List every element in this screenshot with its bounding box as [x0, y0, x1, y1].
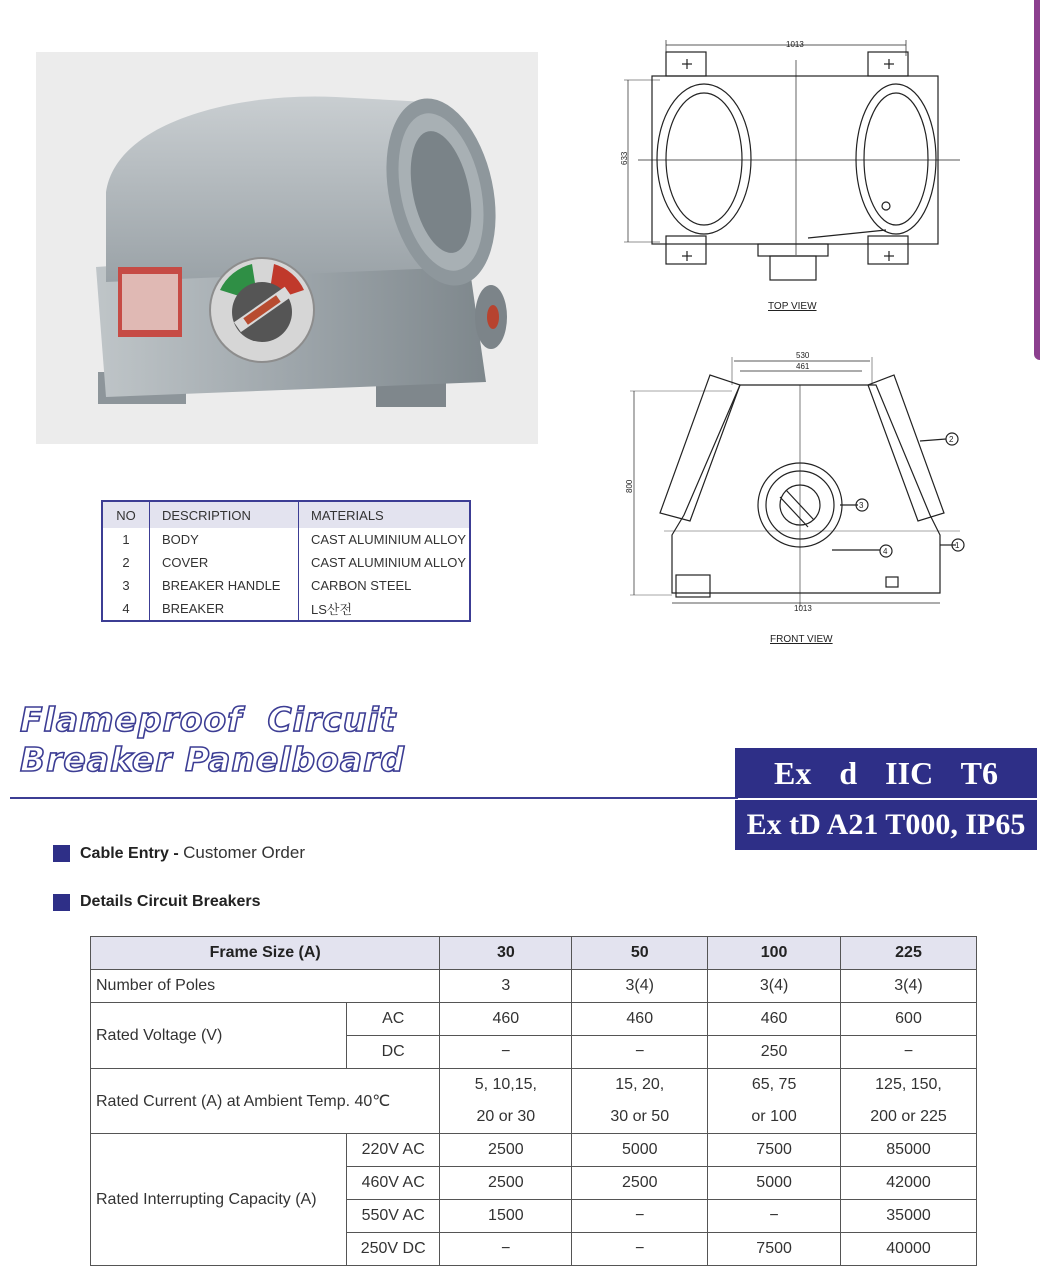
materials-header-row [102, 501, 470, 528]
interrupt-value: 2500 [572, 1167, 708, 1200]
title-underline [10, 797, 738, 799]
interrupt-sub-label: 460V AC [347, 1167, 440, 1200]
cable-entry-line [80, 843, 305, 863]
interrupt-value: − [440, 1233, 572, 1266]
rating-badge-gas: Ex d IIC T6 [735, 748, 1037, 798]
bullet-square [53, 845, 70, 862]
frame-size-100: 100 [708, 937, 841, 970]
bullet-square [53, 894, 70, 911]
interrupt-value: 42000 [841, 1167, 977, 1200]
row-description: BREAKER [150, 597, 299, 621]
front-view-dim-461: 461 [796, 362, 810, 371]
poles-value: 3 [440, 970, 572, 1003]
interrupt-value: 85000 [841, 1134, 977, 1167]
interrupt-value: 7500 [708, 1233, 841, 1266]
row-material: CAST ALUMINIUM ALLOY [311, 555, 467, 570]
top-view-caption: TOP VIEW [768, 301, 817, 312]
interrupt-value: 5000 [708, 1167, 841, 1200]
interrupt-value: − [572, 1233, 708, 1266]
interrupt-label: Rated Interrupting Capacity (A) [91, 1134, 347, 1266]
row-material: LS산전 [311, 602, 353, 617]
row-no: 1 [102, 528, 150, 551]
poles-value: 3(4) [708, 970, 841, 1003]
poles-value: 3(4) [841, 970, 977, 1003]
interrupt-value: 2500 [440, 1167, 572, 1200]
interrupt-value: 35000 [841, 1200, 977, 1233]
poles-value: 3(4) [572, 970, 708, 1003]
details-heading: Details Circuit Breakers [80, 893, 261, 910]
current-value: 5, 10,15, [440, 1069, 572, 1102]
row-no: 3 [102, 574, 150, 597]
current-label: Rated Current (A) at Ambient Temp. 40℃ [91, 1069, 440, 1134]
front-view-drawing [600, 345, 980, 655]
table-row [91, 1003, 977, 1036]
table-row [102, 551, 470, 574]
voltage-dc-value: 250 [708, 1036, 841, 1069]
row-description: COVER [150, 551, 299, 574]
voltage-ac-value: 460 [708, 1003, 841, 1036]
front-view-dim-800: 800 [625, 479, 634, 493]
product-photo [36, 52, 538, 444]
current-value: 20 or 30 [440, 1101, 572, 1134]
circuit-breaker-details-table [90, 936, 977, 1266]
header-description: DESCRIPTION [150, 501, 299, 528]
interrupt-value: − [572, 1200, 708, 1233]
table-row [102, 574, 470, 597]
top-view-drawing [600, 30, 980, 330]
interrupt-sub-label: 220V AC [347, 1134, 440, 1167]
materials-table [101, 500, 471, 622]
cable-entry-value: Customer Order [183, 843, 306, 862]
row-description: BREAKER HANDLE [150, 574, 299, 597]
front-view-callout-2: 2 [949, 435, 954, 444]
voltage-dc-value: − [440, 1036, 572, 1069]
row-no: 4 [102, 597, 150, 621]
frame-size-30: 30 [440, 937, 572, 970]
interrupt-sub-label: 250V DC [347, 1233, 440, 1266]
rating-badge-dust: Ex tD A21 T000, IP65 [735, 800, 1037, 850]
table-row [91, 970, 977, 1003]
top-view-height-dim: 633 [620, 151, 629, 165]
page-title-line2: Breaker Panelboard [20, 740, 405, 779]
front-view-dim-1013: 1013 [794, 604, 812, 613]
interrupt-value: 2500 [440, 1134, 572, 1167]
voltage-ac-value: 460 [572, 1003, 708, 1036]
current-value: 30 or 50 [572, 1101, 708, 1134]
page-title [20, 700, 405, 780]
front-view-callout-3: 3 [859, 501, 864, 510]
front-view-dim-530: 530 [796, 351, 810, 360]
frame-size-row [91, 937, 977, 970]
header-no: NO [102, 501, 150, 528]
front-view-callout-4: 4 [883, 547, 888, 556]
voltage-ac-label: AC [347, 1003, 440, 1036]
voltage-dc-value: − [572, 1036, 708, 1069]
voltage-dc-value: − [841, 1036, 977, 1069]
current-value: 65, 75 [708, 1069, 841, 1102]
cable-entry-label: Cable Entry - [80, 845, 179, 862]
voltage-ac-value: 460 [440, 1003, 572, 1036]
poles-label: Number of Poles [91, 970, 440, 1003]
table-row [102, 597, 470, 621]
table-row [91, 1069, 977, 1102]
table-row [91, 1134, 977, 1167]
row-no: 2 [102, 551, 150, 574]
voltage-dc-label: DC [347, 1036, 440, 1069]
front-view-callout-1: 1 [955, 541, 960, 550]
row-material: CAST ALUMINIUM ALLOY [311, 532, 467, 547]
current-value: 15, 20, [572, 1069, 708, 1102]
table-row [102, 528, 470, 551]
interrupt-value: − [708, 1200, 841, 1233]
current-value: 125, 150, [841, 1069, 977, 1102]
current-value: 200 or 225 [841, 1101, 977, 1134]
interrupt-value: 7500 [708, 1134, 841, 1167]
top-view-width-dim: 1013 [786, 40, 804, 49]
voltage-ac-value: 600 [841, 1003, 977, 1036]
frame-size-50: 50 [572, 937, 708, 970]
frame-size-label: Frame Size (A) [91, 937, 440, 970]
current-value: or 100 [708, 1101, 841, 1134]
interrupt-value: 5000 [572, 1134, 708, 1167]
page-title-line1: Flameproof Circuit [20, 700, 397, 739]
front-view-caption: FRONT VIEW [770, 634, 833, 645]
voltage-label: Rated Voltage (V) [91, 1003, 347, 1069]
interrupt-value: 1500 [440, 1200, 572, 1233]
header-materials: MATERIALS [299, 501, 471, 528]
frame-size-225: 225 [841, 937, 977, 970]
row-material: CARBON STEEL [311, 578, 412, 593]
row-description: BODY [150, 528, 299, 551]
interrupt-sub-label: 550V AC [347, 1200, 440, 1233]
interrupt-value: 40000 [841, 1233, 977, 1266]
page-edge-accent [1034, 0, 1040, 360]
